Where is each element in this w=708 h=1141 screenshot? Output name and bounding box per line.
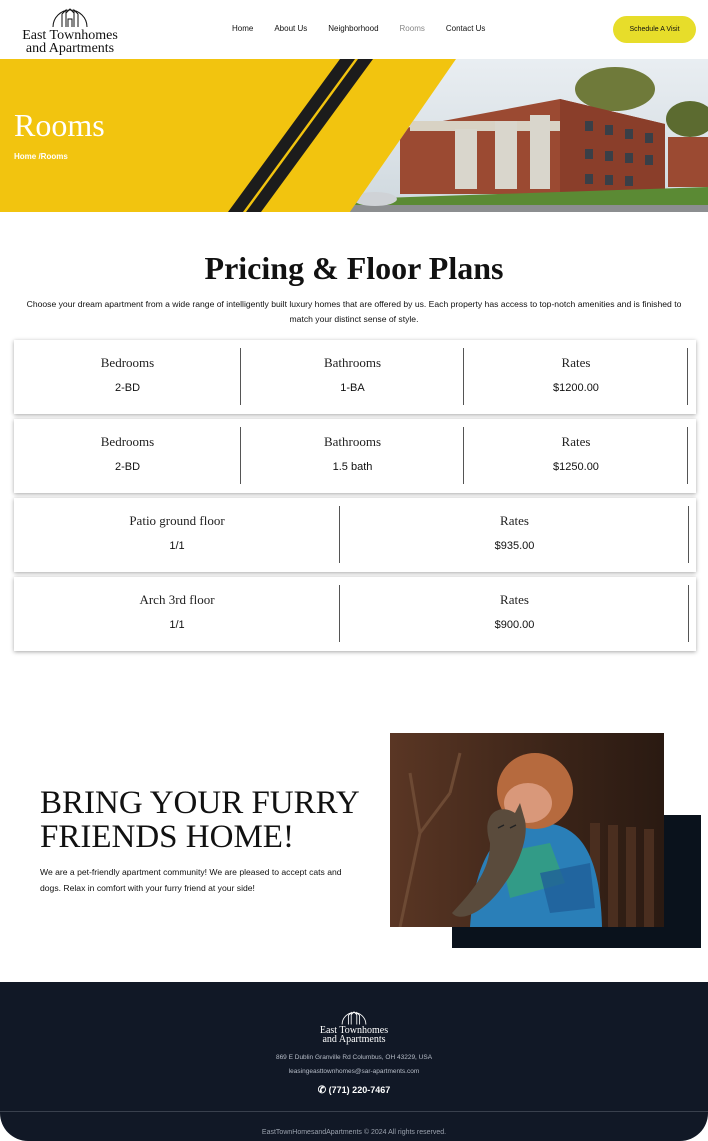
plan-value: $900.00 <box>494 619 535 631</box>
plan-label: Rates <box>500 592 529 607</box>
floor-plan-card <box>14 340 696 414</box>
site-footer <box>0 982 708 1141</box>
logo[interactable] <box>14 5 126 55</box>
logo-line-1: East Townhomes <box>22 28 118 43</box>
hero-banner <box>0 59 708 212</box>
site-header <box>0 0 708 59</box>
footer-phone[interactable] <box>0 1085 708 1096</box>
nav-home[interactable]: Home <box>232 24 254 33</box>
plan-label: Bathrooms <box>323 434 382 449</box>
divider <box>687 348 688 405</box>
plan-label: Bedrooms <box>100 434 155 449</box>
nav-about-us[interactable]: About Us <box>274 24 308 33</box>
plan-value: 2-BD <box>114 382 141 394</box>
pets-title <box>40 786 360 854</box>
plan-cell <box>14 419 241 493</box>
pricing-description: Choose your dream apartment from a wide range of intelligently built luxury homes that are offered by us. Each property has access to top-notch amenities and is finished to match your distinct sense of style. <box>26 299 682 324</box>
pets-title-line-2: FRIENDS HOME! <box>40 819 294 855</box>
nav-rooms[interactable]: Rooms <box>399 24 425 33</box>
plan-label: Rates <box>561 355 591 370</box>
apartment-building-photo <box>0 59 708 212</box>
footer-copyright: EastTownHomesandApartments © 2024 All rights reserved. <box>261 1129 447 1136</box>
plan-label: Bathrooms <box>323 355 382 370</box>
schedule-visit-button[interactable]: Schedule A Visit <box>613 16 696 43</box>
plan-cell <box>340 577 689 651</box>
plan-value: $1200.00 <box>553 382 599 394</box>
footer-logo-building-icon <box>340 1009 368 1026</box>
pets-description: We are a pet-friendly apartment community! We are pleased to accept cats and dogs. Relax in comfort with your furry friend at your side! <box>40 867 342 893</box>
plan-label: Arch 3rd floor <box>139 592 215 607</box>
plan-value: 2-BD <box>114 461 141 473</box>
footer-logo[interactable] <box>294 1009 414 1044</box>
plan-value: $935.00 <box>494 540 535 552</box>
pets-title-line-1: BRING YOUR FURRY <box>40 785 360 821</box>
page-title: Rooms <box>14 107 105 143</box>
floor-plan-card <box>14 498 696 572</box>
nav-contact-us[interactable]: Contact Us <box>445 24 486 33</box>
logo-building-icon <box>50 5 90 29</box>
plan-cell <box>241 419 464 493</box>
plan-cell <box>14 498 340 572</box>
footer-divider <box>0 1111 708 1112</box>
divider <box>688 506 689 563</box>
plan-cell <box>14 340 241 414</box>
plan-value: 1/1 <box>169 540 185 552</box>
plan-value: 1/1 <box>169 619 185 631</box>
footer-phone-number: (771) 220-7467 <box>328 1085 391 1095</box>
floor-plan-card <box>14 419 696 493</box>
footer-logo-line-1: East Townhomes <box>319 1025 389 1036</box>
plan-value: 1-BA <box>340 382 365 394</box>
phone-icon: ✆ <box>317 1085 327 1096</box>
divider <box>688 585 689 642</box>
plan-value: 1.5 bath <box>332 461 373 473</box>
plan-label: Rates <box>561 434 591 449</box>
plan-cell <box>340 498 689 572</box>
main-nav <box>232 24 506 33</box>
plan-label: Rates <box>500 513 529 528</box>
floor-plan-card <box>14 577 696 651</box>
footer-address: 869 E Dublin Granville Rd Columbus, OH 43229, USA <box>275 1054 433 1061</box>
plan-value: $1250.00 <box>553 461 599 473</box>
child-holding-cat-photo <box>390 733 664 927</box>
plan-cell <box>14 577 340 651</box>
footer-logo-line-2: and Apartments <box>322 1034 386 1045</box>
pricing-title: Pricing & Floor Plans <box>204 250 504 286</box>
plan-label: Patio ground floor <box>129 513 225 528</box>
plan-cell <box>241 340 464 414</box>
nav-neighborhood[interactable]: Neighborhood <box>328 24 379 33</box>
plan-cell <box>464 419 688 493</box>
plan-cell <box>464 340 688 414</box>
divider <box>687 427 688 484</box>
footer-email[interactable]: leasingeasttownhomes@sar-apartments.com <box>288 1068 420 1075</box>
logo-line-2: and Apartments <box>25 41 115 56</box>
plan-label: Bedrooms <box>100 355 155 370</box>
breadcrumb[interactable]: Home /Rooms <box>14 152 68 161</box>
